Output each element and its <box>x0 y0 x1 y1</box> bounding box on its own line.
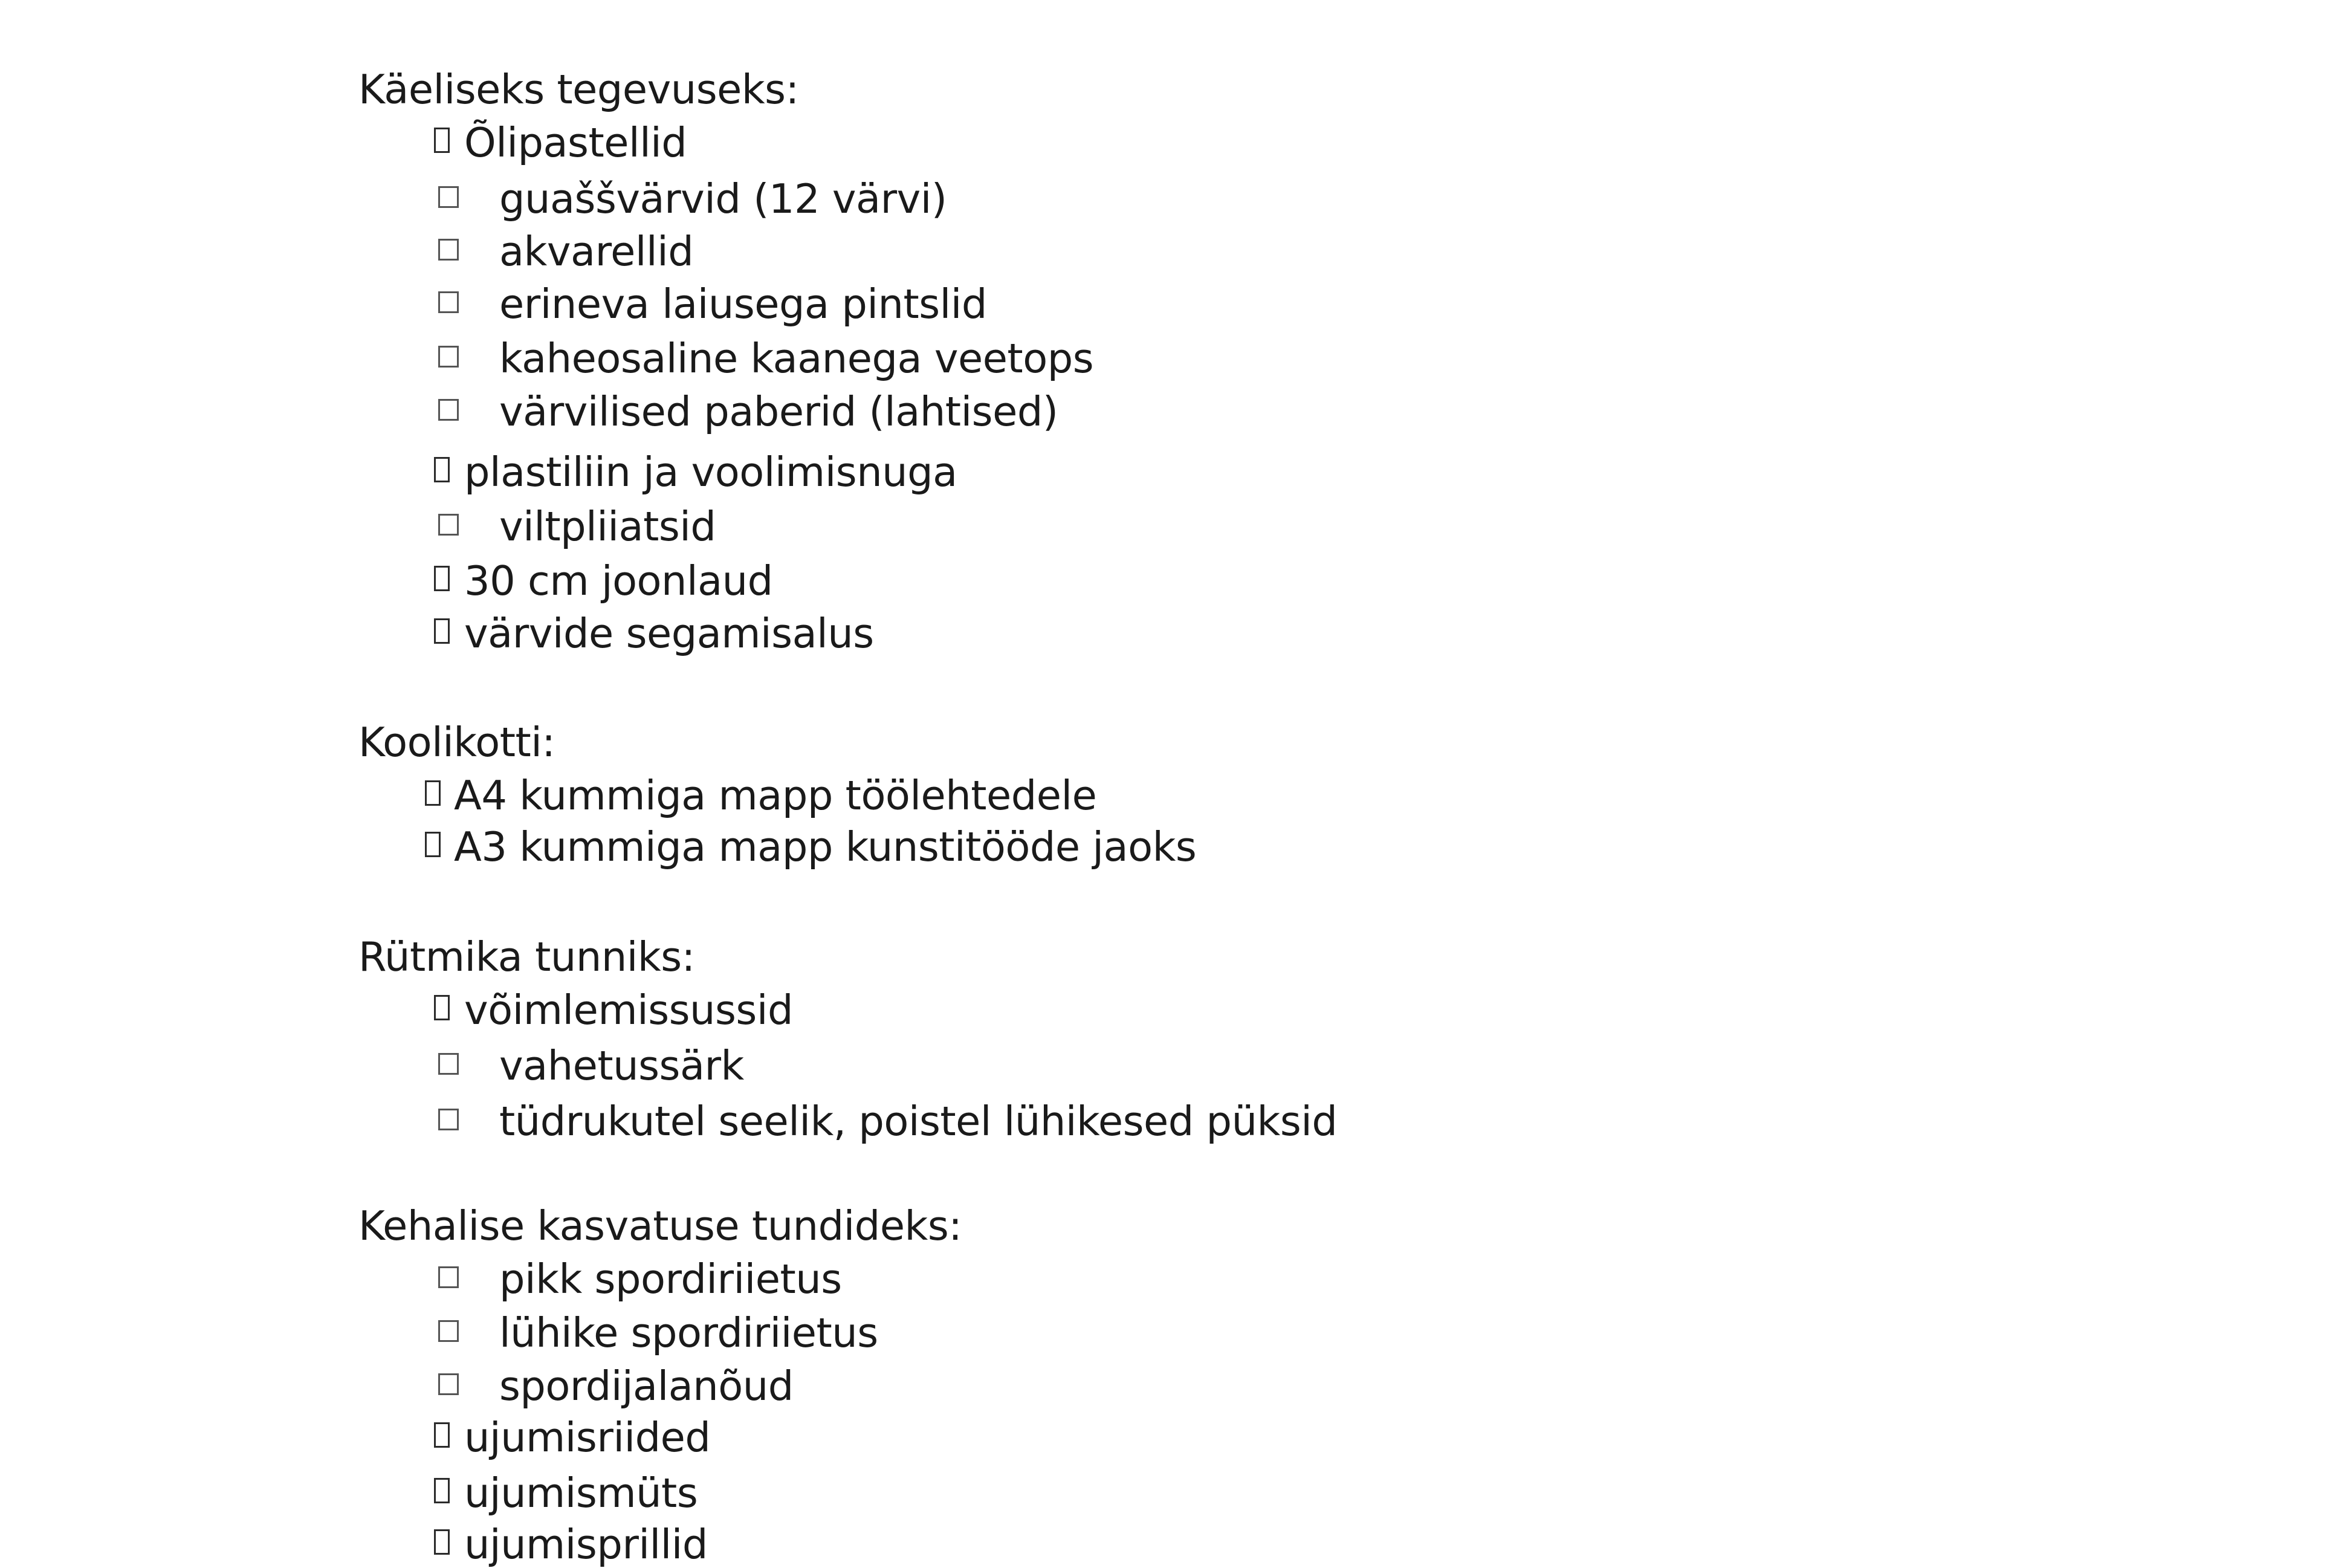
list-item-label: akvarellid <box>499 228 694 275</box>
list-item-label: 30 cm joonlaud <box>464 557 773 604</box>
checkbox-icon[interactable] <box>434 1422 450 1448</box>
checkbox-icon[interactable] <box>438 1320 459 1342</box>
list-item-label: võimlemissussid <box>464 986 793 1034</box>
checkbox-icon[interactable] <box>434 995 450 1020</box>
checkbox-icon[interactable] <box>434 128 450 153</box>
section-heading-kaeliseks: Käeliseks tegevuseks: <box>358 66 799 113</box>
checkbox-icon[interactable] <box>438 1373 459 1395</box>
list-item-label: A4 kummiga mapp töölehtedele <box>454 772 1097 819</box>
list-item-label: spordijalanõud <box>499 1362 794 1410</box>
list-item-label: guaššvärvid (12 värvi) <box>499 175 947 222</box>
checkbox-icon[interactable] <box>438 239 459 261</box>
section-heading-koolikotti: Koolikotti: <box>358 719 555 766</box>
checkbox-icon[interactable] <box>434 1478 450 1503</box>
checkbox-icon[interactable] <box>434 566 450 591</box>
checkbox-icon[interactable] <box>434 1529 450 1555</box>
checkbox-icon[interactable] <box>425 832 441 857</box>
list-item-label: kaheosaline kaanega veetops <box>499 335 1094 382</box>
section-heading-rutmika: Rütmika tunniks: <box>358 933 695 980</box>
list-item-label: plastiliin ja voolimisnuga <box>464 449 957 496</box>
checkbox-icon[interactable] <box>438 346 459 368</box>
checkbox-icon[interactable] <box>438 1266 459 1288</box>
list-item-label: viltpliiatsid <box>499 503 716 550</box>
list-item-label: pikk spordiriietus <box>499 1255 842 1303</box>
list-item-label: ujumisprillid <box>464 1521 708 1568</box>
list-item-label: A3 kummiga mapp kunstitööde jaoks <box>454 823 1197 870</box>
list-item-label: vahetussärk <box>499 1042 744 1089</box>
checkbox-icon[interactable] <box>438 399 459 421</box>
checkbox-icon[interactable] <box>434 618 450 644</box>
list-item-label: ujumismüts <box>464 1469 698 1517</box>
checkbox-icon[interactable] <box>438 1109 459 1130</box>
list-item-label: Õlipastellid <box>464 119 687 166</box>
checkbox-icon[interactable] <box>425 780 441 806</box>
checkbox-icon[interactable] <box>438 1053 459 1075</box>
section-heading-kehalise: Kehalise kasvatuse tundideks: <box>358 1202 962 1249</box>
checkbox-icon[interactable] <box>438 514 459 536</box>
checkbox-icon[interactable] <box>438 291 459 313</box>
checkbox-icon[interactable] <box>438 186 459 208</box>
list-item-label: ujumisriided <box>464 1414 711 1461</box>
list-item-label: lühike spordiriietus <box>499 1309 878 1356</box>
list-item-label: värvilised paberid (lahtised) <box>499 388 1058 435</box>
list-item-label: värvide segamisalus <box>464 610 874 657</box>
list-item-label: tüdrukutel seelik, poistel lühikesed püksid <box>499 1098 1338 1145</box>
list-item-label: erineva laiusega pintslid <box>499 280 987 328</box>
checkbox-icon[interactable] <box>434 457 450 482</box>
